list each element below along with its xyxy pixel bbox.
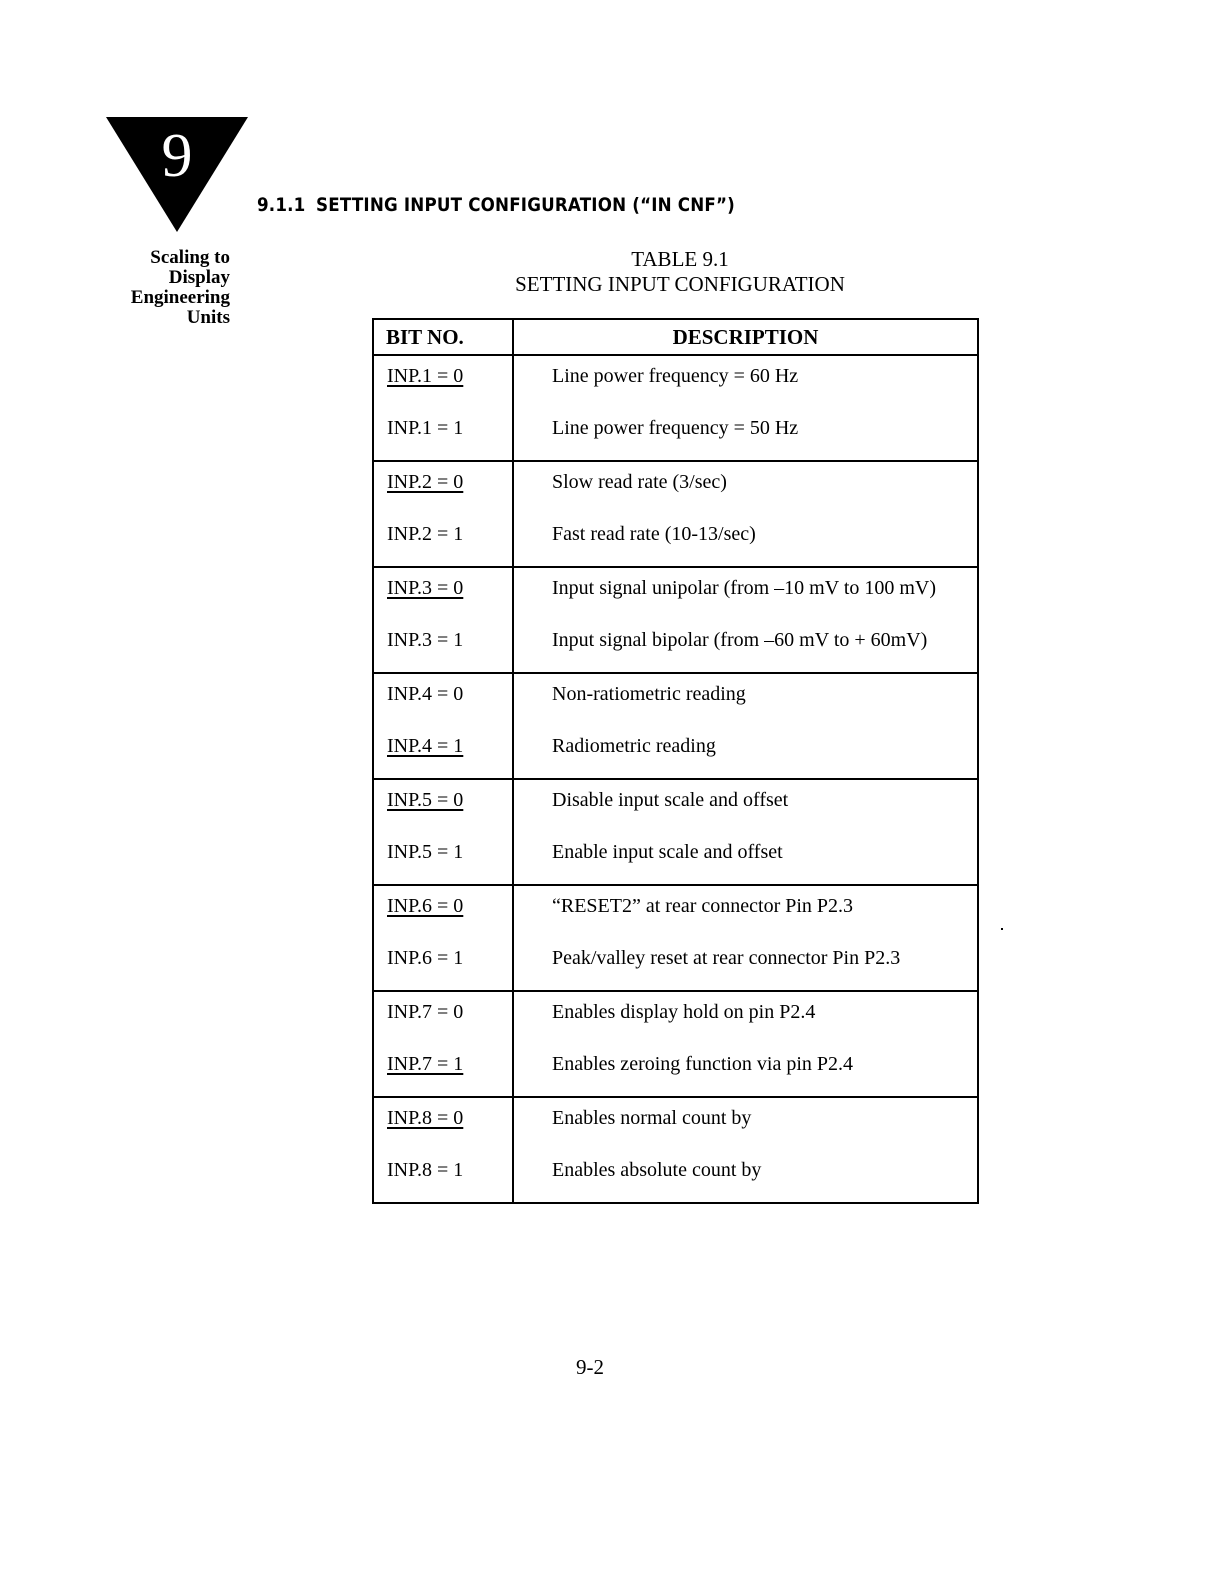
header-description: DESCRIPTION (513, 319, 978, 355)
bit-value: INP.8 = 1 (387, 1159, 464, 1181)
table-row (373, 1097, 978, 1203)
bit-value: INP.1 = 0 (387, 365, 464, 387)
table-row (373, 673, 978, 779)
table-caption-number: TABLE 9.1 (631, 247, 729, 271)
bit-cell (373, 461, 513, 567)
description-text: Fast read rate (10-13/sec) (552, 523, 756, 545)
sidebar-line: Units (186, 307, 230, 328)
section-title: SETTING INPUT CONFIGURATION (“IN CNF”) (316, 194, 736, 216)
bit-value: INP.7 = 1 (387, 1053, 464, 1075)
sidebar-line: Engineering (130, 287, 230, 308)
description-text: Non-ratiometric reading (552, 683, 746, 705)
bit-value: INP.2 = 1 (387, 523, 464, 545)
table-caption-title: SETTING INPUT CONFIGURATION (515, 272, 845, 296)
page-number: 9-2 (576, 1355, 604, 1379)
chapter-badge (106, 117, 248, 232)
bit-cell (373, 779, 513, 885)
bit-value: INP.5 = 1 (387, 841, 464, 863)
description-text: Slow read rate (3/sec) (552, 471, 727, 493)
table-header-row (373, 319, 978, 355)
bit-cell (373, 991, 513, 1097)
description-text: Radiometric reading (552, 735, 716, 757)
description-text: Enable input scale and offset (552, 841, 783, 863)
scan-speck (1001, 928, 1003, 930)
sidebar-line: Display (168, 267, 230, 288)
description-text: Enables normal count by (552, 1107, 752, 1129)
bit-value: INP.4 = 0 (387, 683, 464, 705)
bit-cell (373, 567, 513, 673)
description-cell (513, 673, 978, 779)
bit-cell (373, 673, 513, 779)
sidebar-line: Scaling to (150, 247, 230, 268)
description-cell (513, 355, 978, 461)
chapter-number: 9 (161, 122, 193, 190)
table-row (373, 461, 978, 567)
table-row (373, 355, 978, 461)
bit-value: INP.8 = 0 (387, 1107, 464, 1129)
bit-value: INP.1 = 1 (387, 417, 464, 439)
description-text: Enables display hold on pin P2.4 (552, 1001, 816, 1023)
table-row (373, 567, 978, 673)
bit-value: INP.3 = 0 (387, 577, 464, 599)
description-cell (513, 885, 978, 991)
bit-cell (373, 885, 513, 991)
description-cell (513, 1097, 978, 1203)
description-cell (513, 779, 978, 885)
bit-cell (373, 1097, 513, 1203)
description-text: Peak/valley reset at rear connector Pin P2.3 (552, 947, 901, 969)
sidebar-section-label (100, 248, 230, 328)
bit-value: INP.2 = 0 (387, 471, 464, 493)
bit-value: INP.6 = 0 (387, 895, 464, 917)
bit-value: INP.3 = 1 (387, 629, 464, 651)
bit-value: INP.6 = 1 (387, 947, 464, 969)
description-cell (513, 567, 978, 673)
bit-value: INP.4 = 1 (387, 735, 464, 757)
description-cell (513, 991, 978, 1097)
description-text: Line power frequency = 50 Hz (552, 417, 799, 439)
config-table (372, 318, 979, 1204)
description-cell (513, 461, 978, 567)
bit-value: INP.5 = 0 (387, 789, 464, 811)
table-row (373, 779, 978, 885)
bit-cell (373, 355, 513, 461)
description-text: “RESET2” at rear connector Pin P2.3 (552, 895, 854, 917)
description-text: Line power frequency = 60 Hz (552, 365, 799, 387)
section-heading (257, 194, 735, 216)
table-row (373, 991, 978, 1097)
description-text: Enables absolute count by (552, 1159, 762, 1181)
section-number: 9.1.1 (257, 194, 306, 216)
description-text: Input signal unipolar (from –10 mV to 100 mV) (552, 577, 937, 599)
bit-value: INP.7 = 0 (387, 1001, 464, 1023)
description-text: Enables zeroing function via pin P2.4 (552, 1053, 854, 1075)
table-row (373, 885, 978, 991)
description-text: Disable input scale and offset (552, 789, 789, 811)
description-text: Input signal bipolar (from –60 mV to + 60mV) (552, 629, 928, 651)
header-bit-no: BIT NO. (373, 319, 513, 355)
